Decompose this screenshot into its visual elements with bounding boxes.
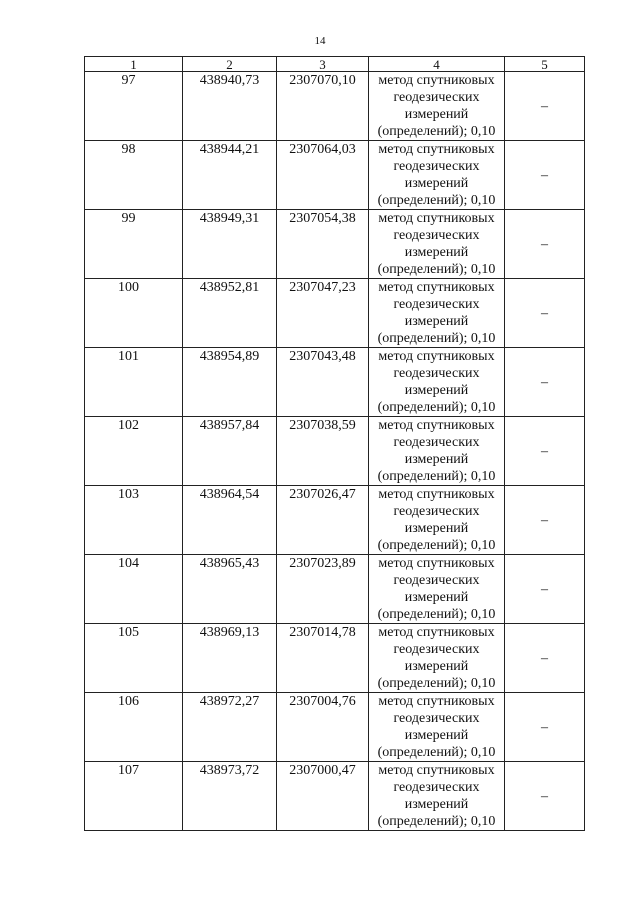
method-cell: метод спутниковых геодезических измерений (определений); 0,10 — [369, 348, 505, 417]
point-number-cell: 104 — [85, 555, 183, 624]
table-row — [85, 72, 585, 141]
x-coordinate-cell: 438954,89 — [183, 348, 277, 417]
method-cell: метод спутниковых геодезических измерений (определений); 0,10 — [369, 210, 505, 279]
y-coordinate-cell: 2307038,59 — [277, 417, 369, 486]
table-row — [85, 141, 585, 210]
x-coordinate-cell: 438952,81 — [183, 279, 277, 348]
y-coordinate-cell: 2307047,23 — [277, 279, 369, 348]
x-coordinate-cell: 438957,84 — [183, 417, 277, 486]
point-number-cell: 100 — [85, 279, 183, 348]
y-coordinate-cell: 2307004,76 — [277, 693, 369, 762]
table-row — [85, 417, 585, 486]
table-row — [85, 348, 585, 417]
point-number-cell: 103 — [85, 486, 183, 555]
point-number-cell: 107 — [85, 762, 183, 831]
point-number-cell: 102 — [85, 417, 183, 486]
method-cell: метод спутниковых геодезических измерений (определений); 0,10 — [369, 141, 505, 210]
table-header-row — [85, 57, 585, 72]
table-row — [85, 279, 585, 348]
note-cell: – — [505, 486, 585, 555]
y-coordinate-cell: 2307000,47 — [277, 762, 369, 831]
method-cell: метод спутниковых геодезических измерений (определений); 0,10 — [369, 417, 505, 486]
note-cell: – — [505, 693, 585, 762]
table-row — [85, 624, 585, 693]
table-row — [85, 486, 585, 555]
table-row — [85, 210, 585, 279]
column-header: 2 — [183, 57, 277, 72]
column-header: 3 — [277, 57, 369, 72]
y-coordinate-cell: 2307023,89 — [277, 555, 369, 624]
x-coordinate-cell: 438944,21 — [183, 141, 277, 210]
column-header: 1 — [85, 57, 183, 72]
page-number: 14 — [314, 35, 326, 47]
table-row — [85, 555, 585, 624]
coordinates-table — [84, 56, 585, 831]
method-cell: метод спутниковых геодезических измерений (определений); 0,10 — [369, 486, 505, 555]
point-number-cell: 97 — [85, 72, 183, 141]
table-row — [85, 693, 585, 762]
x-coordinate-cell: 438965,43 — [183, 555, 277, 624]
x-coordinate-cell: 438973,72 — [183, 762, 277, 831]
note-cell: – — [505, 555, 585, 624]
method-cell: метод спутниковых геодезических измерений (определений); 0,10 — [369, 555, 505, 624]
point-number-cell: 98 — [85, 141, 183, 210]
point-number-cell: 99 — [85, 210, 183, 279]
point-number-cell: 105 — [85, 624, 183, 693]
method-cell: метод спутниковых геодезических измерений (определений); 0,10 — [369, 72, 505, 141]
method-cell: метод спутниковых геодезических измерений (определений); 0,10 — [369, 693, 505, 762]
table-body — [85, 72, 585, 831]
note-cell: – — [505, 279, 585, 348]
point-number-cell: 101 — [85, 348, 183, 417]
y-coordinate-cell: 2307026,47 — [277, 486, 369, 555]
y-coordinate-cell: 2307043,48 — [277, 348, 369, 417]
note-cell: – — [505, 624, 585, 693]
method-cell: метод спутниковых геодезических измерений (определений); 0,10 — [369, 279, 505, 348]
method-cell: метод спутниковых геодезических измерений (определений); 0,10 — [369, 762, 505, 831]
y-coordinate-cell: 2307070,10 — [277, 72, 369, 141]
x-coordinate-cell: 438940,73 — [183, 72, 277, 141]
method-cell: метод спутниковых геодезических измерений (определений); 0,10 — [369, 624, 505, 693]
x-coordinate-cell: 438972,27 — [183, 693, 277, 762]
note-cell: – — [505, 210, 585, 279]
table-row — [85, 762, 585, 831]
note-cell: – — [505, 762, 585, 831]
y-coordinate-cell: 2307054,38 — [277, 210, 369, 279]
y-coordinate-cell: 2307064,03 — [277, 141, 369, 210]
note-cell: – — [505, 417, 585, 486]
y-coordinate-cell: 2307014,78 — [277, 624, 369, 693]
x-coordinate-cell: 438969,13 — [183, 624, 277, 693]
column-header: 4 — [369, 57, 505, 72]
x-coordinate-cell: 438949,31 — [183, 210, 277, 279]
column-header: 5 — [505, 57, 585, 72]
x-coordinate-cell: 438964,54 — [183, 486, 277, 555]
note-cell: – — [505, 72, 585, 141]
note-cell: – — [505, 141, 585, 210]
point-number-cell: 106 — [85, 693, 183, 762]
note-cell: – — [505, 348, 585, 417]
